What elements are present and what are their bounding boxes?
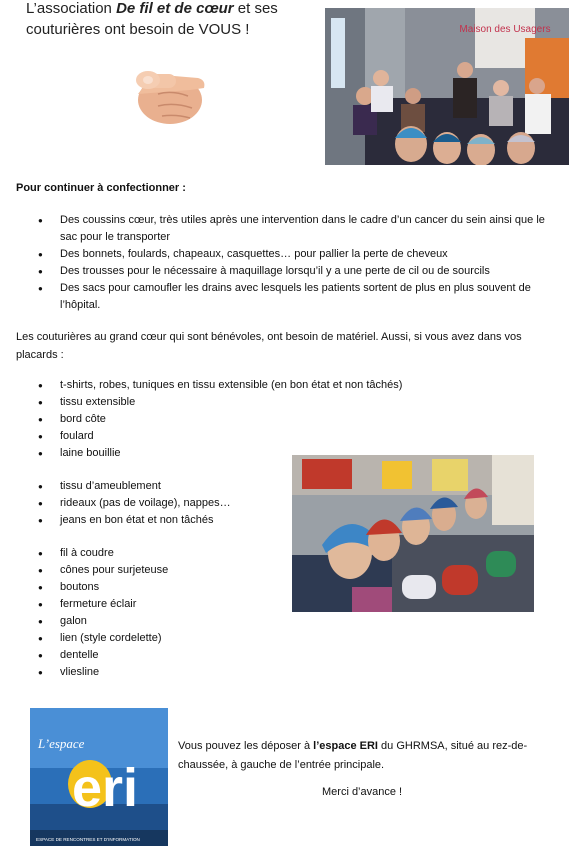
association-name: De fil et de cœur [116,0,234,17]
list-item: ● Des sacs pour camoufler les drains avec lesquels les patients sortent de plus en plus souvent de l’hôpital. [18,280,558,314]
eri-logo [30,708,168,846]
drop-suffix: du GHRMSA, situé au rez-de-chaussée, à gauche de l’entrée principale. [178,740,528,771]
list-item: ● cônes pour surjeteuse [18,562,438,579]
eri-logo-tagline: ESPACE DE RENCONTRES ET D’INFORMATION [36,837,140,842]
list-item: ● rideaux (pas de voilage), nappes… [18,495,438,512]
list-item: ● lien (style cordelette) [18,630,438,647]
hats-display-photo [292,455,534,612]
list-item: ● jeans en bon état et non tâchés [18,512,438,529]
volunteers-photo [325,8,569,165]
make-list [18,212,558,314]
materials-paragraph: Les couturières au grand cœur qui sont bénévoles, ont besoin de matériel. Aussi, si vous avez dans vos placards : [16,331,522,361]
list-item: ● foulard [18,428,438,445]
list-item: ● galon [18,613,438,630]
intro-prefix: L’association [26,0,112,17]
list-item: ● vliesline [18,664,438,681]
list-item: ● Des trousses pour le nécessaire à maquillage lorsqu’il y a une perte de cil ou de sourcils [18,263,558,280]
eri-logo-prefix: L’espace [38,736,85,751]
list-item: ● fermeture éclair [18,596,438,613]
pointing-finger-icon [128,54,210,130]
list-item: ● bord côte [18,411,438,428]
section-title: Pour continuer à confectionner : [16,182,186,194]
drop-prefix: Vous pouvez les déposer à [178,740,311,752]
list-item: ● Des coussins cœur, très utiles après une intervention dans le cadre d’un cancer du sein ainsi que le sac pour le transporter [18,212,558,246]
drop-place: l’espace ERI [313,740,378,752]
materials-group-1 [18,377,438,462]
sign-text: Maison des Usagers [459,24,551,35]
list-item: ● tissu extensible [18,394,438,411]
list-item: ● dentelle [18,647,438,664]
list-item: ● t-shirts, robes, tuniques en tissu extensible (en bon état et non tâchés) [18,377,438,394]
list-item: ● laine bouillie [18,445,438,462]
list-item: ● tissu d’ameublement [18,478,438,495]
list-item: ● boutons [18,579,438,596]
thanks-text: Merci d’avance ! [322,786,403,798]
intro-heading [26,0,326,40]
list-item: ● Des bonnets, foulards, chapeaux, casquettes… pour pallier la perte de cheveux [18,246,558,263]
drop-off-text [178,737,550,775]
list-item: ● fil à coudre [18,545,438,562]
eri-logo-name: eri [72,758,139,818]
intro-suffix: et ses couturières ont besoin de VOUS ! [26,0,278,38]
